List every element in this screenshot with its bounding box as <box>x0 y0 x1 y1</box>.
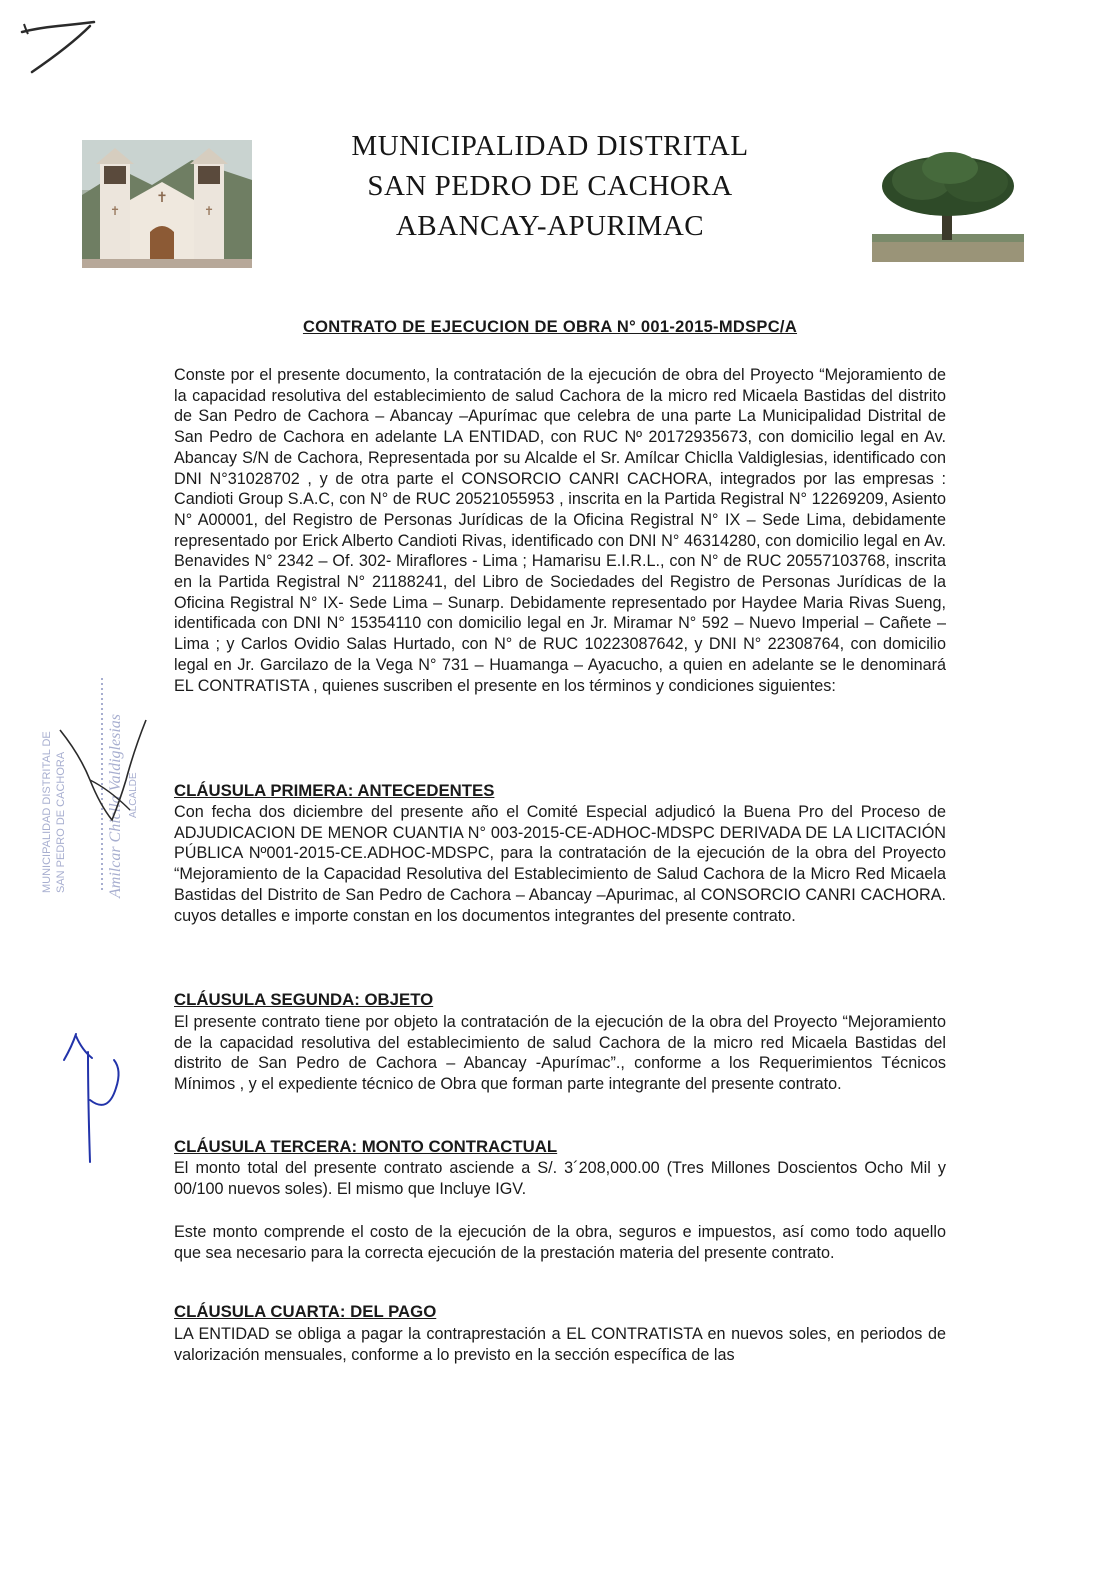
svg-text:✝: ✝ <box>203 204 215 218</box>
clause-1-body: Con fecha dos diciembre del presente año el Comité Especial adjudicó la Buena Pro del Proceso de ADJUDICACION DE MENOR CUANTIA N° 003-2015-CE-ADHOC-MDSPC DERIVADA DE LA LICITACIÓN PÚBLICA Nº001-2015-CE.ADHOC-MDSPC, para la contratación de la ejecución de la obra del Proyecto “Mejoramiento de la Capacidad Resolutiva del Establecimiento de Salud Cachora de la Micro Red Micaela Bastidas del Distrito de San Pedro de Cachora – Abancay –Apurimac, al CONSORCIO CANRI CACHORA. cuyos detalles e importe constan en los documentos integrantes del presente contrato. <box>174 803 946 925</box>
clause-3-body: El monto total del presente contrato asciende a S/. 3´208,000.00 (Tres Millones Doscientos Ocho Mil y 00/100 nuevos soles). El mismo que Incluye IGV. <box>174 1159 946 1198</box>
clause-4-heading: CLÁUSULA CUARTA: DEL PAGO <box>174 1302 437 1321</box>
svg-text:ALCALDE: ALCALDE <box>128 772 139 818</box>
signature-mayor <box>50 700 170 880</box>
svg-text:✝: ✝ <box>109 204 121 218</box>
org-line-2: SAN PEDRO DE CACHORA <box>367 170 733 202</box>
document-title: CONTRATO DE EJECUCION DE OBRA N° 001-2015-MDSPC/A <box>302 318 798 336</box>
svg-text:Amilcar Chiclla Valdiglesias: Amilcar Chiclla Valdiglesias <box>107 714 124 898</box>
clause-2-heading: CLÁUSULA SEGUNDA: OBJETO <box>174 990 434 1009</box>
clause-4-body: LA ENTIDAD se obliga a pagar la contraprestación a EL CONTRATISTA en nuevos soles, en periodos de valorización mensuales, conforme a lo previsto en la sección específica de las <box>174 1325 946 1364</box>
org-line-1: MUNICIPALIDAD DISTRITAL <box>351 130 749 162</box>
svg-text:MUNICIPALIDAD DISTRITAL DE: MUNICIPALIDAD DISTRITAL DE <box>41 731 53 893</box>
clause-2-body: El presente contrato tiene por objeto la contratación de la ejecución de la obra del Proyecto “Mejoramiento de la capacidad resolutiva del establecimiento de salud Cachora de la micro red Micaela Bastidas del distrito de San Pedro de Cachora – Abancay -Apurímac”., conforme a los Requerimientos Técnicos Mínimos , y el expediente técnico de Obra que forman parte integrante del presente contrato. <box>174 1013 946 1094</box>
svg-text:SAN PEDRO DE CACHORA: SAN PEDRO DE CACHORA <box>55 751 67 893</box>
tree-photo <box>872 142 1024 262</box>
church-photo <box>82 140 252 268</box>
organization-name <box>300 126 800 246</box>
signature-contractor <box>52 1030 142 1170</box>
intro-paragraph: Conste por el presente documento, la contratación de la ejecución de obra del Proyecto “Mejoramiento de la capacidad resolutiva del establecimiento de salud Cachora de la micro red Micaela Bastidas del distrito de San Pedro de Cachora – Abancay –Apurímac que celebra de una parte La Municipalidad Distrital de San Pedro de Cachora en adelante LA ENTIDAD, con RUC Nº 20172935673, con domicilio legal en Av. Abancay S/N de Cachora, Representada por su Alcalde el Sr. Amílcar Chiclla Valdiglesias, identificado con DNI N°31028702 , y de otra parte el CONSORCIO CANRI CACHORA, integrados por las empresas : Candioti Group S.A.C, con N° de RUC 20521055953 , inscrita en la Partida Registral N° 12269209, Asiento N° A00001, del Registro de Personas Jurídicas de la Oficina Registral N° IX – Sede Lima, debidamente representado por Erick Alberto Candioti Rivas, identificado con DNI N° 46314280, con domicilio legal en Av. Benavides N° 2342 – Of. 302- Miraflores - Lima ; Hamarisu E.I.R.L., con N° de RUC 20557103768, inscrita en la Partida Registral N° 21188241, del Libro de Sociedades del Registro de Personas Jurídicas de la Oficina Registral N° IX- Sede Lima – Sunarp. Debidamente representado por Haydee Maria Rivas Sueng, identificada con DNI N° 15354110 con domicilio legal en Jr. Miramar N° 592 – Nuevo Imperial – Cañete – Lima ; y Carlos Ovidio Salas Hurtado, con N° de RUC 10223087642, y DNI N° 22308764, con domicilio legal en Jr. Garcilazo de la Vega N° 731 – Huamanga – Ayacucho, a quien en adelante se le denominará EL CONTRATISTA , quienes suscriben el presente en los términos y condiciones siguientes: <box>174 366 946 695</box>
clause-3-heading: CLÁUSULA TERCERA: MONTO CONTRACTUAL <box>174 1137 558 1156</box>
clause-1-heading: CLÁUSULA PRIMERA: ANTECEDENTES <box>174 781 495 800</box>
org-line-3: ABANCAY-APURIMAC <box>395 210 705 242</box>
handwritten-page-number <box>18 14 98 84</box>
svg-text:✝: ✝ <box>156 189 168 205</box>
letterhead <box>0 120 1119 280</box>
clause-3-body-2: Este monto comprende el costo de la ejecución de la obra, seguros e impuestos, así como todo aquello que sea necesario para la correcta ejecución de la prestación materia del presente contrato. <box>174 1223 946 1262</box>
